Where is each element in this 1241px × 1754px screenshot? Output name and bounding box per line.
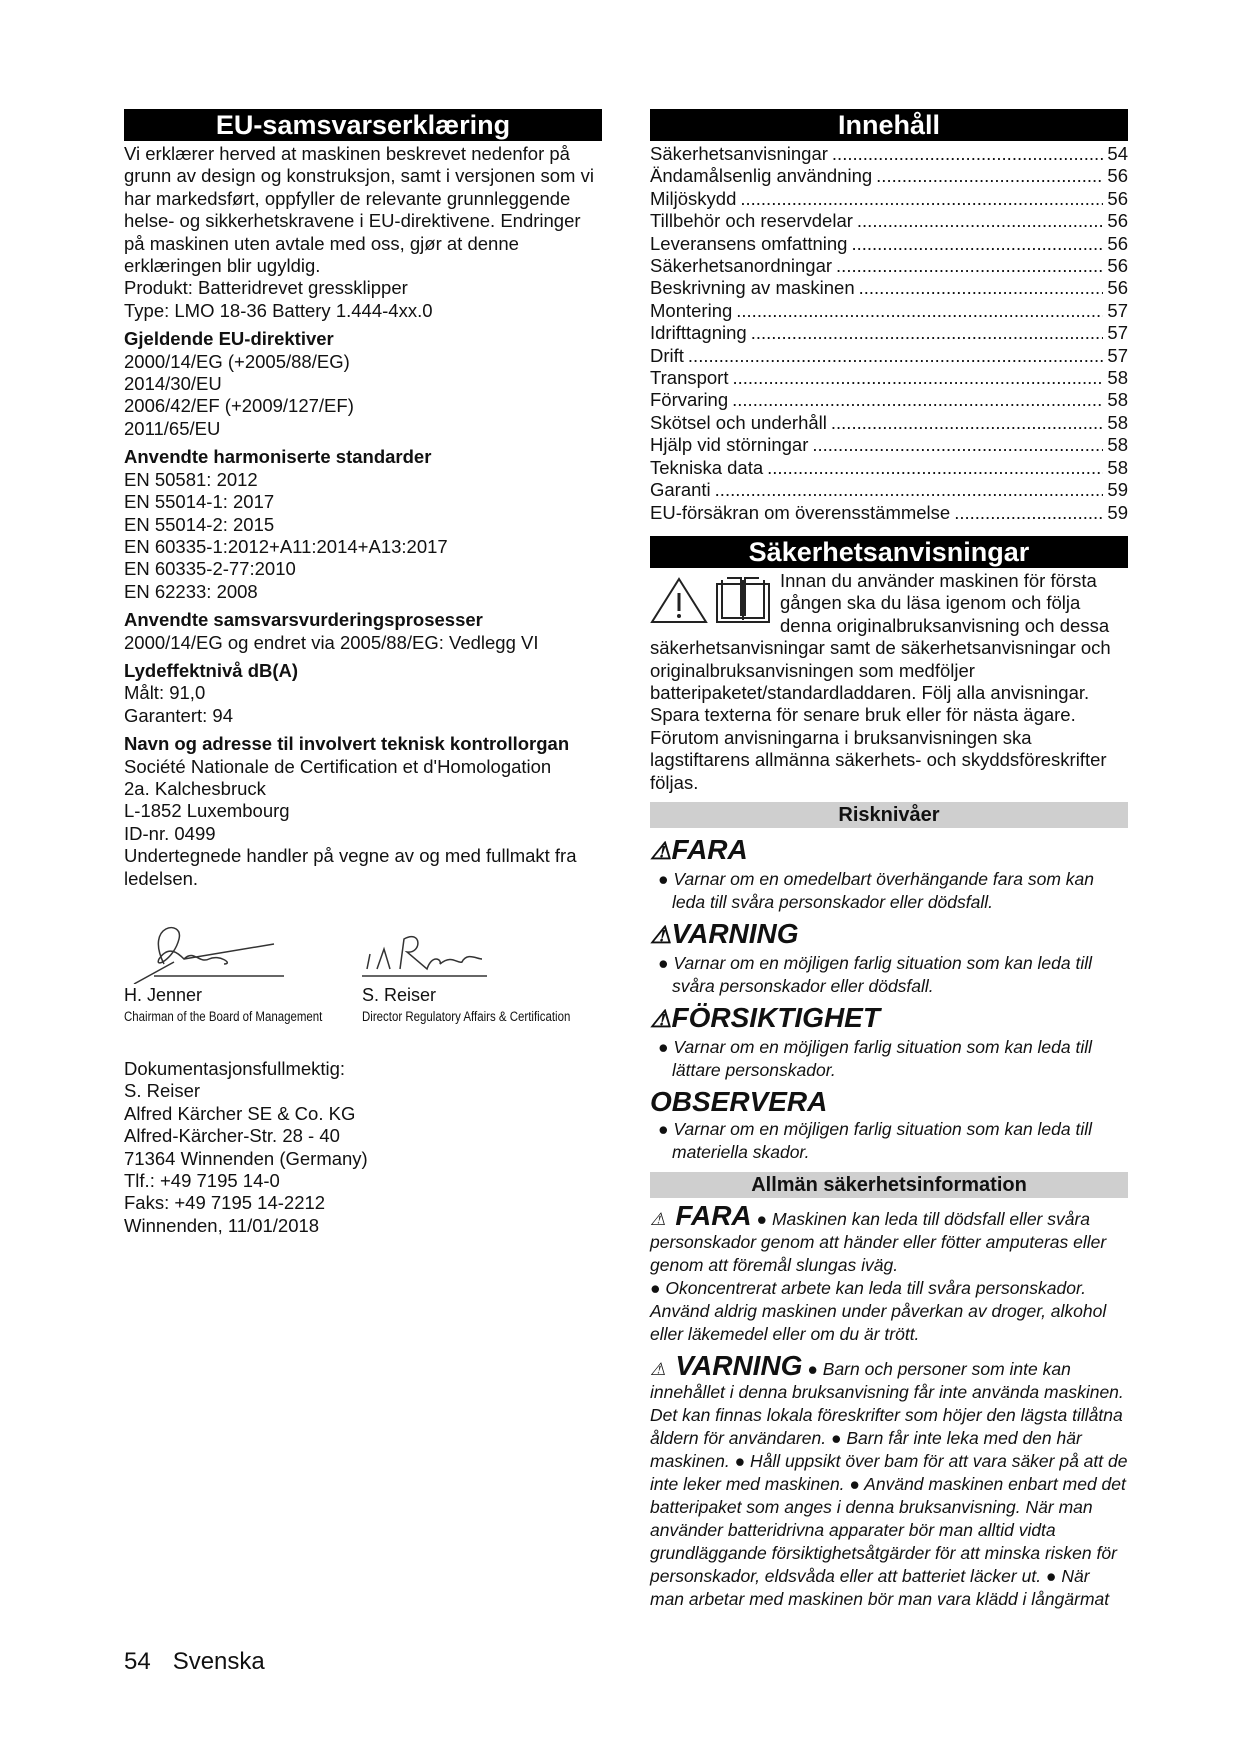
- leader-dots: [767, 457, 1103, 479]
- general-varning: [650, 1349, 1128, 1611]
- toc-page: 56: [1107, 210, 1128, 232]
- toc-title: Innehåll: [650, 109, 1128, 141]
- leader-dots: [954, 502, 1103, 524]
- risk-level-text: ● Varnar om en omedelbart överhängande fara som kan leda till svåra personskador eller dödsfall.: [658, 868, 1095, 912]
- risk-level-label: ⚠VARNING: [650, 917, 799, 949]
- leader-dots: [732, 367, 1103, 389]
- toc-page: 57: [1107, 344, 1128, 366]
- leader-dots: [751, 322, 1104, 344]
- directives-heading: Gjeldende EU-direktiver: [124, 328, 334, 350]
- body-line: Société Nationale de Certification et d'Homologation: [124, 755, 552, 777]
- toc-page: 56: [1107, 187, 1128, 209]
- measured: Målt: 91,0: [124, 682, 206, 704]
- toc-label: Drift: [650, 344, 684, 366]
- leader-dots: [859, 277, 1104, 299]
- signatory-name: H. Jenner: [124, 985, 203, 1005]
- leader-dots: [688, 345, 1104, 367]
- right-column: [650, 109, 1128, 1611]
- leader-dots: [732, 389, 1103, 411]
- risk-level-text: ● Varnar om en möjligen farlig situation som kan leda till materiella skador.: [658, 1118, 1093, 1162]
- guaranteed: Garantert: 94: [124, 704, 234, 726]
- toc-page: 58: [1107, 411, 1128, 433]
- body-line: L-1852 Luxembourg: [124, 800, 290, 822]
- risk-level: [650, 1002, 1128, 1082]
- leader-dots: [876, 165, 1103, 187]
- intro-text: Vi erklærer herved at maskinen beskrevet nedenfor på grunn av design og konstruksjon, samt i versjonen som vi har markedsført, oppfyller de relevante grunnleggende helse- og sikkerhetskravene i EU-direktivene. Endringer på maskinen uten avtale med oss, gjør at denne erklæringen blir ugyldig.: [124, 143, 594, 277]
- standards-heading: Anvendte harmoniserte standarder: [124, 446, 432, 468]
- risk-level-label: ⚠FÖRSIKTIGHET: [650, 1001, 880, 1033]
- signatures: [124, 914, 602, 1054]
- toc-item[interactable]: [650, 412, 1128, 434]
- risk-level-text: ● Varnar om en möjligen farlig situation som kan leda till svåra personskador eller dödsfall.: [658, 952, 1093, 996]
- warning-triangle-icon: [650, 576, 708, 624]
- warning-icon: ⚠: [650, 921, 672, 949]
- warning-icon: ⚠: [650, 837, 672, 865]
- toc-label: Garanti: [650, 479, 711, 501]
- product: Produkt: Batteridrevet gressklipper: [124, 277, 408, 299]
- toc-label: Transport: [650, 367, 729, 389]
- risk-level-label: OBSERVERA: [650, 1085, 828, 1117]
- toc-label: Miljöskydd: [650, 187, 737, 209]
- contact-line: Tlf.: +49 7195 14-0: [124, 1170, 280, 1192]
- toc-label: Hjälp vid störningar: [650, 434, 809, 456]
- page-footer: [124, 1648, 287, 1676]
- toc-item[interactable]: [650, 165, 1128, 187]
- toc-page: 58: [1107, 434, 1128, 456]
- manual-book-icon: [714, 576, 772, 624]
- toc-label: Idrifttagning: [650, 322, 747, 344]
- toc-item[interactable]: [650, 255, 1128, 277]
- warning-icon: ⚠: [650, 1358, 676, 1379]
- contact-line: Dokumentasjonsfullmektig:: [124, 1058, 346, 1079]
- contact-line: Alfred-Kärcher-Str. 28 - 40: [124, 1125, 340, 1147]
- leader-dots: [715, 479, 1104, 501]
- toc-item[interactable]: [650, 457, 1128, 479]
- risk-levels: [650, 834, 1128, 1164]
- toc-label: Skötsel och underhåll: [650, 411, 827, 433]
- body-heading: Navn og adresse til involvert teknisk kontrollorgan: [124, 733, 570, 755]
- leader-dots: [831, 412, 1104, 434]
- body-line: ID-nr. 0499: [124, 822, 216, 844]
- standard: EN 50581: 2012: [124, 468, 258, 490]
- standard: EN 55014-1: 2017: [124, 491, 275, 513]
- standard: EN 60335-1:2012+A11:2014+A13:2017: [124, 535, 448, 557]
- leader-dots: [736, 300, 1103, 322]
- table-of-contents: [650, 143, 1128, 524]
- standard: EN 55014-2: 2015: [124, 513, 275, 535]
- signatory-reiser: [362, 914, 602, 1054]
- warning-icon: ⚠: [650, 1005, 672, 1033]
- process-heading: Anvendte samsvarsvurderingsprosesser: [124, 609, 483, 631]
- toc-item[interactable]: [650, 322, 1128, 344]
- toc-label: Ändamålsenlig användning: [650, 165, 873, 187]
- safety-intro-text: Innan du använder maskinen för första gången ska du läsa igenom och följa denna originalbruksanvisning och dessa säkerhetsanvisningar samt de säkerhetsanvisningar och originalbruksanvisningen som medföljer batteripaketet/standardladdaren. Följ alla anvisningar. Spara texterna för senare bruk eller för nästa ägare. Förutom anvisningarna i bruksanvisningen ska lagstiftarens allmänna säkerhets- och skyddsföreskrifter följas.: [650, 569, 1111, 793]
- toc-label: Beskrivning av maskinen: [650, 277, 855, 299]
- risk-level: [650, 834, 1128, 914]
- toc-item[interactable]: [650, 233, 1128, 255]
- toc-item[interactable]: [650, 300, 1128, 322]
- general-fara: [650, 1199, 1128, 1346]
- general-text: ● Maskinen kan leda till dödsfall eller svåra personskador genom att händer eller fötter amputeras eller genom att föremål slungas iväg.: [650, 1208, 1107, 1275]
- risk-level-text: ● Varnar om en möjligen farlig situation som kan leda till lättare personskador.: [658, 1036, 1093, 1080]
- toc-page: 58: [1107, 389, 1128, 411]
- type: Type: LMO 18-36 Battery 1.444-4xx.0: [124, 299, 433, 321]
- sound-heading: Lydeffektnivå dB(A): [124, 659, 299, 681]
- toc-item[interactable]: [650, 210, 1128, 232]
- signatory-role: Chairman of the Board of Management: [124, 1009, 323, 1025]
- standard: EN 62233: 2008: [124, 580, 258, 602]
- directive: 2011/65/EU: [124, 417, 221, 439]
- toc-page: 58: [1107, 456, 1128, 478]
- language: Svenska: [172, 1648, 265, 1675]
- signatory-name: S. Reiser: [362, 985, 437, 1005]
- toc-label: Tillbehör och reservdelar: [650, 210, 853, 232]
- contact-line: Faks: +49 7195 14-2212: [124, 1192, 326, 1214]
- contact-line: Winnenden, 11/01/2018: [124, 1214, 320, 1236]
- toc-page: 56: [1107, 255, 1128, 277]
- leader-dots: [740, 188, 1103, 210]
- risk-level: [650, 1086, 1128, 1164]
- standard: EN 60335-2-77:2010: [124, 558, 296, 580]
- toc-page: 56: [1107, 232, 1128, 254]
- toc-label: Säkerhetsanvisningar: [650, 143, 828, 164]
- contact-line: 71364 Winnenden (Germany): [124, 1147, 368, 1169]
- risk-level-label: ⚠FARA: [650, 833, 748, 865]
- toc-label: Säkerhetsanordningar: [650, 255, 833, 277]
- risk-level: [650, 918, 1128, 998]
- level-label: VARNING: [675, 1349, 803, 1381]
- toc-page: 57: [1107, 299, 1128, 321]
- toc-item[interactable]: [650, 345, 1128, 367]
- toc-page: 59: [1107, 479, 1128, 501]
- toc-label: Montering: [650, 299, 733, 321]
- level-label: FARA: [675, 1199, 752, 1231]
- leader-dots: [851, 233, 1103, 255]
- signatory-jenner: [124, 914, 362, 1054]
- section-title: EU-samsvarserklæring: [124, 109, 602, 141]
- toc-label: Tekniska data: [650, 456, 764, 478]
- page-number: 54: [124, 1648, 151, 1675]
- toc-page: 54: [1107, 143, 1128, 164]
- contact-line: S. Reiser: [124, 1080, 201, 1102]
- body-line: 2a. Kalchesbruck: [124, 777, 266, 799]
- toc-page: 56: [1107, 277, 1128, 299]
- signature-reiser-image: [362, 914, 542, 984]
- directive: 2014/30/EU: [124, 373, 222, 395]
- toc-label: EU-försäkran om överensstämmelse: [650, 501, 951, 523]
- directive: 2006/42/EF (+2009/127/EF): [124, 395, 354, 417]
- toc-page: 58: [1107, 367, 1128, 389]
- toc-item[interactable]: [650, 188, 1128, 210]
- risk-levels-heading: Risknivåer: [650, 802, 1128, 828]
- general-text: ● Barn och personer som inte kan innehållet i denna bruksanvisning får inte använda maskinen. Det kan finnas lokala föreskrifter som höjer den lägsta tillåtna åldern för användaren. ● Barn får inte leka med den här maskinen. ● Håll uppsikt över bam för att vara säker på att de inte leker med maskinen. ● Använd maskinen enbart med det batteripaket som anges i denna bruksanvisning. När man använder batteridrivna apparater bör man alltid vidta grundläggande försiktighetsåtgärder för att minska risken för personskador, eldsvåda eller att batteriet läcker ut. ● När man arbetar med maskinen bör man vara klädd i långärmat: [650, 1358, 1128, 1609]
- process: 2000/14/EG og endret via 2005/88/EG: Vedlegg VI: [124, 631, 539, 653]
- general-text: ● Okoncentrerat arbete kan leda till svåra personskador. Använd aldrig maskinen under påverkan av droger, alkohol eller läkemedel eller om du är trött.: [650, 1277, 1107, 1344]
- toc-item[interactable]: [650, 389, 1128, 411]
- signature-jenner-image: [124, 914, 304, 984]
- warning-icon: ⚠: [650, 1208, 676, 1229]
- toc-item[interactable]: [650, 479, 1128, 501]
- signatory-role: Director Regulatory Affairs & Certification: [362, 1009, 571, 1025]
- leader-dots: [857, 210, 1104, 232]
- leader-dots: [836, 255, 1103, 277]
- general-safety-heading: Allmän säkerhetsinformation: [650, 1172, 1128, 1198]
- toc-page: 59: [1107, 501, 1128, 523]
- signed-on-behalf: Undertegnede handler på vegne av og med fullmakt fra ledelsen.: [124, 845, 577, 889]
- toc-label: Förvaring: [650, 389, 729, 411]
- contact-block: [124, 1058, 602, 1237]
- toc-item[interactable]: [650, 434, 1128, 456]
- toc-label: Leveransens omfattning: [650, 232, 848, 254]
- contact-line: Alfred Kärcher SE & Co. KG: [124, 1102, 356, 1124]
- toc-item[interactable]: [650, 143, 1128, 165]
- toc-item[interactable]: [650, 277, 1128, 299]
- toc-page: 56: [1107, 165, 1128, 187]
- toc-page: 57: [1107, 322, 1128, 344]
- toc-item[interactable]: [650, 502, 1128, 524]
- toc-item[interactable]: [650, 367, 1128, 389]
- eu-declaration-column: [124, 109, 602, 1237]
- safety-intro: [650, 570, 1128, 794]
- leader-dots: [832, 143, 1104, 165]
- leader-dots: [812, 434, 1103, 456]
- safety-title: Säkerhetsanvisningar: [650, 536, 1128, 568]
- directive: 2000/14/EG (+2005/88/EG): [124, 350, 350, 372]
